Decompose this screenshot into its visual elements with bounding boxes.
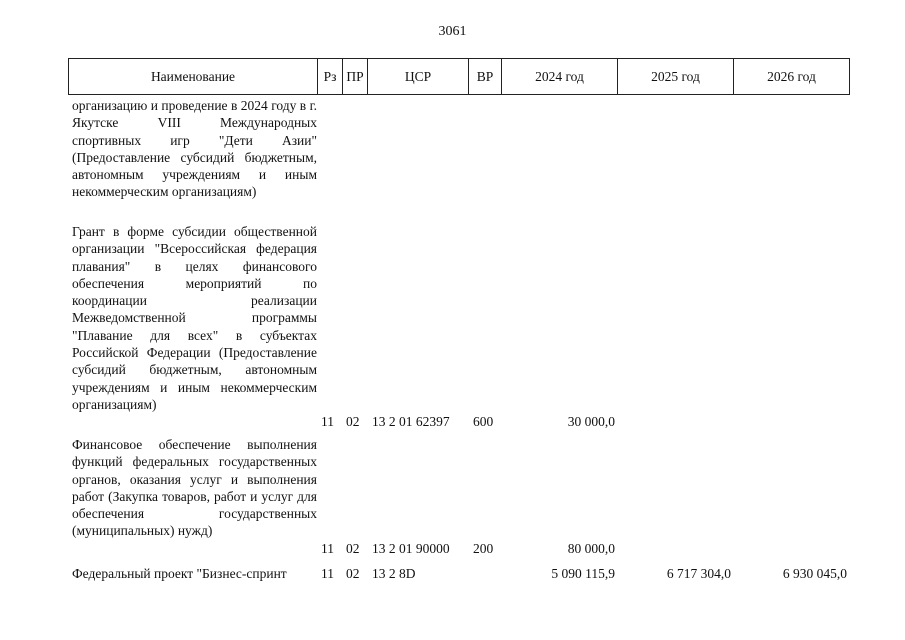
- header-year-2025: 2025 год: [618, 59, 734, 95]
- row-value-2025: 6 717 304,0: [666, 566, 731, 581]
- row-pr: 02: [346, 541, 360, 556]
- row-value-2026: 6 930 045,0: [782, 566, 847, 581]
- header-rz: Рз: [318, 59, 343, 95]
- row-name: организацию и проведение в 2024 году в г. Якутске VIII Международных спортивных игр "Дети Азии" (Предоставление субсидий бюджетным, автономным учреждениям и иным некоммерческим организациям): [72, 98, 317, 200]
- header-pr: ПР: [343, 59, 368, 95]
- row-name: Финансовое обеспечение выполнения функций федеральных государственных органов, оказания услуг и выполнения работ (Закупка товаров, работ и услуг для обеспечения государственных (муниципальных) нужд): [72, 437, 317, 539]
- table-row: [0, 565, 905, 585]
- table-row: [0, 223, 905, 433]
- table-header: [68, 58, 850, 95]
- row-vr: 200: [473, 541, 494, 556]
- header-name: Наименование: [69, 59, 318, 95]
- row-vr: 600: [473, 414, 494, 429]
- row-name: Грант в форме субсидии общественной организации "Всероссийская федерация плавания" в целях финансового обеспечения мероприятий по координации реализации Межведомственной программы "Плавание для всех" в субъектах Российской Федерации (Предоставление субсидий бюджетным, автономным учреждениям и иным некоммерческим организациям): [72, 224, 317, 412]
- row-pr: 02: [346, 566, 360, 581]
- row-value-2024: 5 090 115,9: [551, 566, 615, 581]
- row-rz: 11: [321, 541, 334, 556]
- header-year-2024: 2024 год: [502, 59, 618, 95]
- row-value-2024: 80 000,0: [567, 541, 615, 556]
- table-row: [0, 436, 905, 560]
- row-name: Федеральный проект "Бизнес-спринт: [72, 566, 287, 581]
- header-vr: ВР: [469, 59, 502, 95]
- header-year-2026: 2026 год: [734, 59, 850, 95]
- row-value-2024: 30 000,0: [567, 414, 615, 429]
- row-rz: 11: [321, 414, 334, 429]
- row-csr: 13 2 01 62397: [372, 414, 450, 429]
- row-rz: 11: [321, 566, 334, 581]
- row-csr: 13 2 8D: [372, 566, 416, 581]
- header-csr: ЦСР: [368, 59, 469, 95]
- page-number: 3061: [438, 24, 467, 39]
- table-row: [0, 97, 905, 217]
- row-pr: 02: [346, 414, 360, 429]
- row-csr: 13 2 01 90000: [372, 541, 450, 556]
